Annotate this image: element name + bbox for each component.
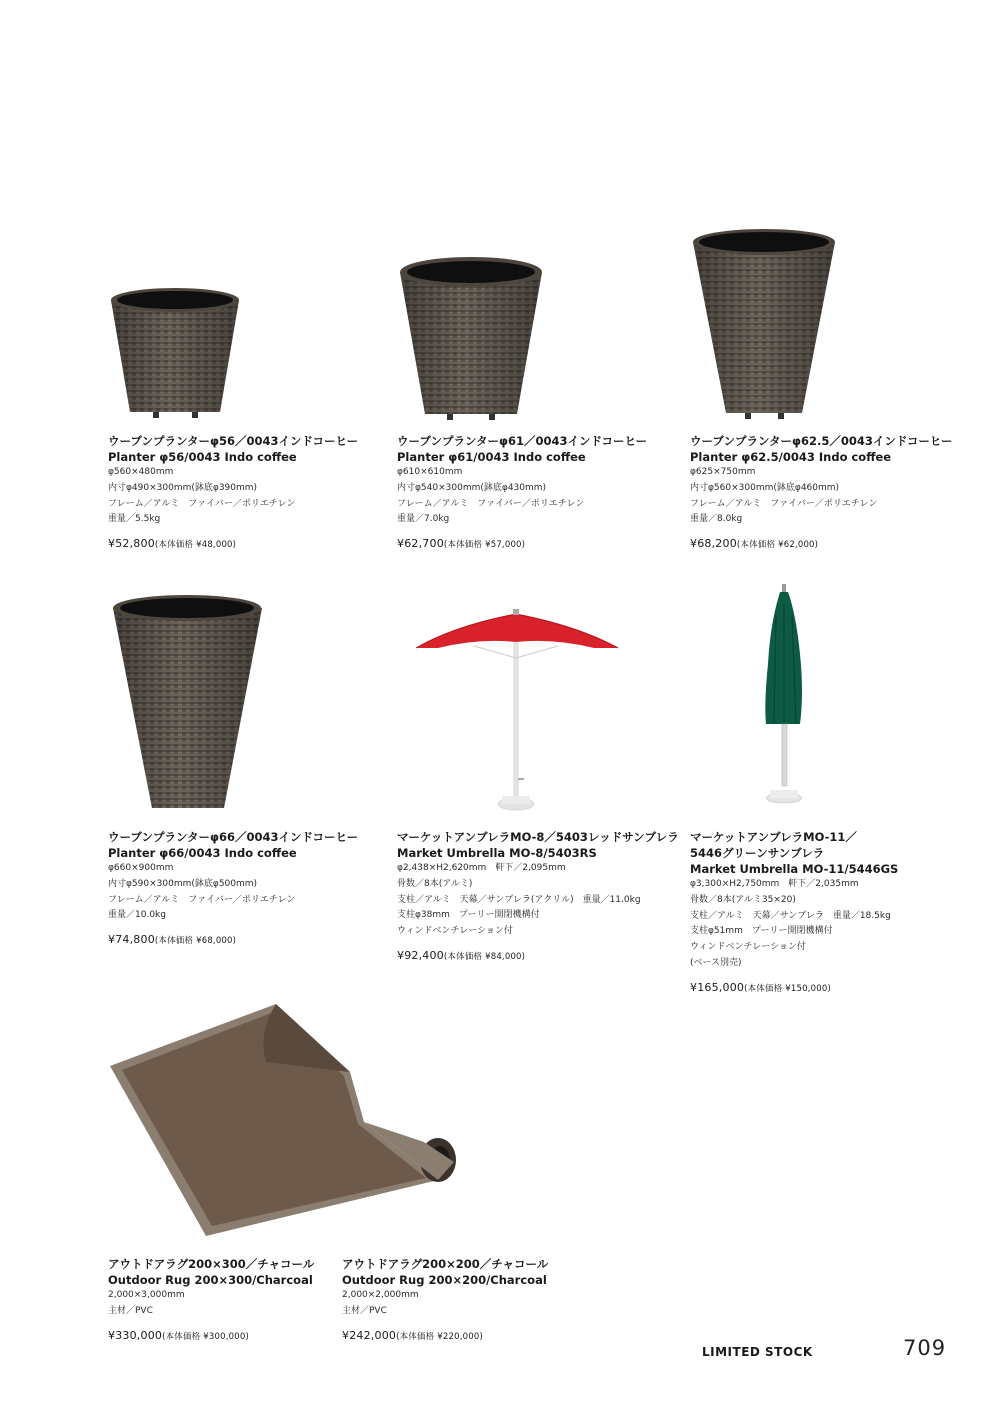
- price: ¥242,000: [342, 1328, 397, 1342]
- limited-stock-label: LIMITED STOCK: [702, 1345, 813, 1359]
- spec-line: 重量／8.0kg: [690, 514, 743, 525]
- product-title-jp: ウーブンプランターφ56／0043インドコーヒー: [108, 434, 359, 448]
- product-title-jp: ウーブンプランターφ61／0043インドコーヒー: [397, 434, 648, 448]
- base-price: (本体価格 ¥62,000): [736, 540, 819, 551]
- spec-line: 骨数／8本(アルミ35×20): [690, 894, 796, 905]
- base-price: (本体価格 ¥68,000): [154, 936, 237, 947]
- spec-line: 重量／10.0kg: [108, 910, 166, 921]
- price: ¥165,000: [690, 980, 745, 994]
- product-green-umbrella: [690, 829, 898, 994]
- green-umbrella-image: [760, 584, 810, 806]
- price-line: [690, 981, 898, 994]
- spec-line: 支柱φ38mm プーリー開閉機構付: [397, 910, 540, 921]
- price-line: [397, 537, 647, 550]
- spec-line: (ベース別売): [690, 957, 742, 968]
- product-title-en: Planter φ56/0043 Indo coffee: [108, 450, 297, 464]
- spec-line: φ2,438×H2,620mm 軒下／2,095mm: [397, 863, 566, 873]
- product-planter-66: [108, 829, 358, 946]
- price-line: [108, 933, 358, 946]
- spec-line: 重量／7.0kg: [397, 514, 450, 525]
- product-title-en: Market Umbrella MO-11/5446GS: [690, 862, 899, 876]
- product-title-en: Market Umbrella MO-8/5403RS: [397, 846, 597, 860]
- spec-line: 2,000×3,000mm: [108, 1290, 185, 1300]
- spec-line: ウィンドベンチレーション付: [690, 942, 806, 953]
- planter-61-image: [397, 254, 545, 422]
- spec-line: φ3,300×H2,750mm 軒下／2,035mm: [690, 879, 859, 889]
- product-title-jp: ウーブンプランターφ62.5／0043インドコーヒー: [690, 434, 953, 448]
- price-line: [108, 1329, 314, 1342]
- spec-line: φ625×750mm: [690, 467, 756, 477]
- spec-line: フレーム／アルミ ファイバー／ポリエチレン: [108, 894, 296, 905]
- spec-line: 主材／PVC: [108, 1305, 153, 1316]
- spec-line: 主材／PVC: [342, 1305, 387, 1316]
- spec-line: 重量／5.5kg: [108, 514, 161, 525]
- product-title-en: Planter φ62.5/0043 Indo coffee: [690, 450, 892, 464]
- price: ¥74,800: [108, 933, 155, 947]
- price-line: [690, 537, 952, 550]
- product-title-en: Outdoor Rug 200×300/Charcoal: [108, 1273, 313, 1287]
- spec-line: φ660×900mm: [108, 863, 174, 873]
- price-line: [342, 1329, 548, 1342]
- base-price: (本体価格 ¥57,000): [443, 540, 526, 551]
- product-rug-200x200: [342, 1256, 548, 1342]
- product-title-jp-line2: 5446グリーンサンブレラ: [690, 846, 825, 860]
- product-planter-61: [397, 433, 647, 550]
- base-price: (本体価格 ¥48,000): [154, 540, 237, 551]
- product-title-jp: ウーブンプランターφ66／0043インドコーヒー: [108, 830, 359, 844]
- spec-line: 2,000×2,000mm: [342, 1290, 419, 1300]
- spec-line: 支柱／アルミ 天幕／サンブレラ(アクリル) 重量／11.0kg: [397, 894, 641, 905]
- base-price: (本体価格 ¥220,000): [396, 1331, 483, 1342]
- spec-line: φ560×480mm: [108, 467, 174, 477]
- spec-line: 支柱φ51mm プーリー開閉機構付: [690, 926, 833, 937]
- price-line: [108, 537, 358, 550]
- price-line: [397, 949, 679, 962]
- base-price: (本体価格 ¥300,000): [162, 1331, 249, 1342]
- spec-line: φ610×610mm: [397, 467, 463, 477]
- product-planter-56: [108, 433, 358, 550]
- base-price: (本体価格 ¥150,000): [744, 983, 831, 994]
- product-planter-62-5: [690, 433, 952, 550]
- spec-line: フレーム／アルミ ファイバー／ポリエチレン: [108, 498, 296, 509]
- spec-line: フレーム／アルミ ファイバー／ポリエチレン: [397, 498, 585, 509]
- price: ¥92,400: [397, 948, 444, 962]
- spec-line: 内寸φ560×300mm(鉢底φ460mm): [690, 482, 840, 493]
- product-title-en: Planter φ61/0043 Indo coffee: [397, 450, 586, 464]
- price: ¥330,000: [108, 1328, 163, 1342]
- planter-56-image: [108, 286, 242, 420]
- spec-line: 骨数／8本(アルミ): [397, 878, 473, 889]
- price: ¥68,200: [690, 537, 737, 551]
- spec-line: 内寸φ590×300mm(鉢底φ500mm): [108, 878, 258, 889]
- planter-62-5-image: [690, 225, 838, 421]
- product-red-umbrella: [397, 829, 679, 962]
- product-title-en: Planter φ66/0043 Indo coffee: [108, 846, 297, 860]
- price: ¥62,700: [397, 537, 444, 551]
- product-rug-200x300: [108, 1256, 314, 1342]
- product-title-jp: アウトドアラグ200×200／チャコール: [342, 1257, 549, 1271]
- planter-66-image: [110, 592, 265, 816]
- product-title-jp: マーケットアンブレラMO-11／: [690, 830, 857, 844]
- product-title-en: Outdoor Rug 200×200/Charcoal: [342, 1273, 547, 1287]
- red-umbrella-image: [414, 608, 620, 813]
- spec-line: 支柱／アルミ 天幕／サンブレラ 重量／18.5kg: [690, 910, 891, 921]
- product-title-jp: マーケットアンブレラMO-8／5403レッドサンブレラ: [397, 830, 679, 844]
- base-price: (本体価格 ¥84,000): [443, 951, 526, 962]
- outdoor-rug-image: [108, 1002, 460, 1242]
- spec-line: フレーム／アルミ ファイバー／ポリエチレン: [690, 498, 878, 509]
- product-title-jp: アウトドアラグ200×300／チャコール: [108, 1257, 315, 1271]
- spec-line: 内寸φ540×300mm(鉢底φ430mm): [397, 482, 547, 493]
- spec-line: ウィンドベンチレーション付: [397, 926, 513, 937]
- price: ¥52,800: [108, 537, 155, 551]
- spec-line: 内寸φ490×300mm(鉢底φ390mm): [108, 482, 258, 493]
- page-number: 709: [903, 1336, 947, 1360]
